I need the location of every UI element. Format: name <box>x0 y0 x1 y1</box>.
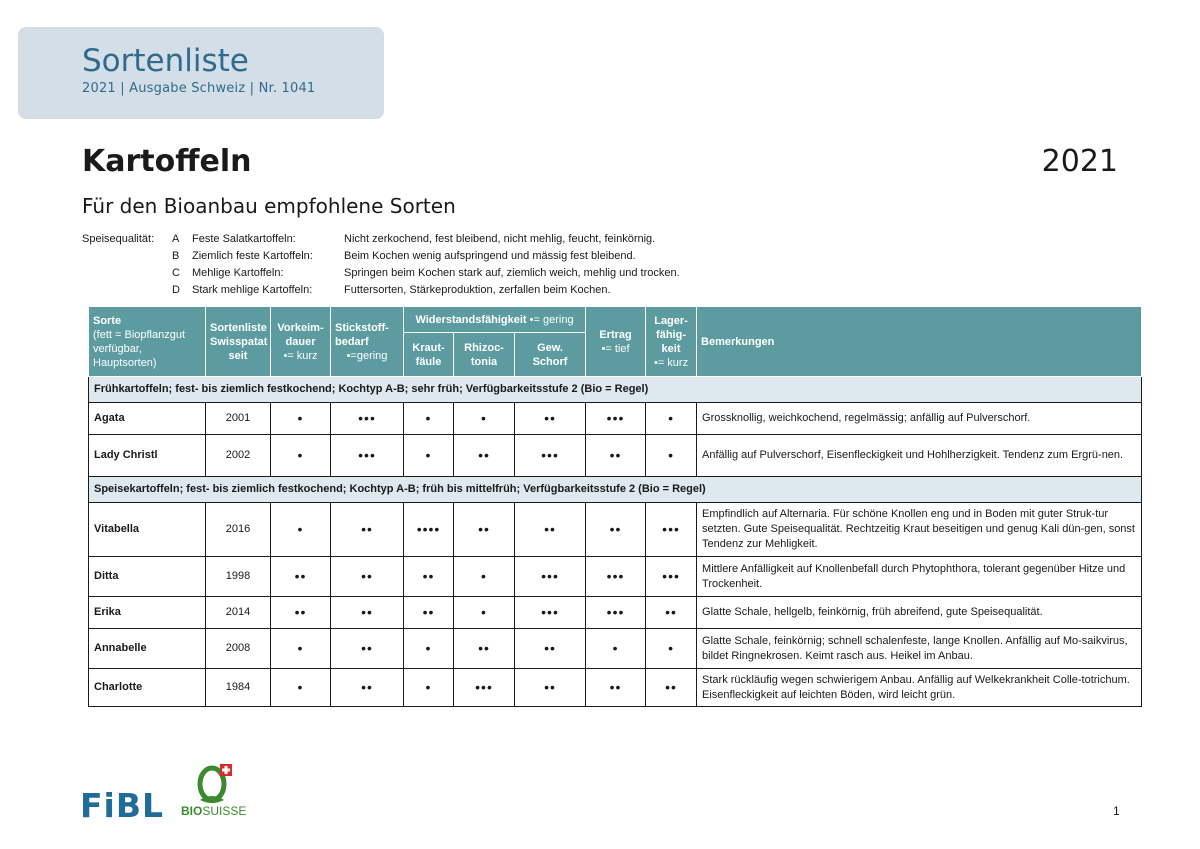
cell-seit: 1998 <box>206 557 271 597</box>
cell-lager: • <box>646 435 697 477</box>
legend-type: Ziemlich feste Kartoffeln: <box>192 250 313 262</box>
table-row <box>89 557 1142 597</box>
cell-rhizo: •• <box>454 435 515 477</box>
legend-desc: Springen beim Kochen stark auf, ziemlich weich, mehlig und trocken. <box>344 267 680 279</box>
legend-label: Speisequalität: <box>82 233 155 245</box>
cell-rhizo: • <box>454 403 515 435</box>
cell-kraut: • <box>404 669 454 707</box>
variety-name: Vitabella <box>89 503 206 557</box>
cell-vorkeim: • <box>271 403 331 435</box>
header-lager: Lager-fähig-keit •= kurz <box>646 307 697 377</box>
header-ertrag: Ertrag •= tief <box>586 307 646 377</box>
cell-kraut: •••• <box>404 503 454 557</box>
cell-schorf: •• <box>515 503 586 557</box>
cell-vorkeim: •• <box>271 557 331 597</box>
fibl-logo: FiBL <box>80 786 165 825</box>
section-row <box>89 377 1142 403</box>
cell-seit: 2016 <box>206 503 271 557</box>
cell-kraut: • <box>404 403 454 435</box>
legend-type: Mehlige Kartoffeln: <box>192 267 284 279</box>
cell-ertrag: ••• <box>586 597 646 629</box>
table-row <box>89 435 1142 477</box>
cell-vorkeim: •• <box>271 597 331 629</box>
cell-seit: 2014 <box>206 597 271 629</box>
cell-ertrag: •• <box>586 669 646 707</box>
cell-lager: ••• <box>646 503 697 557</box>
cell-stickstoff: •• <box>331 503 404 557</box>
variety-table <box>88 306 1142 707</box>
variety-name: Lady Christl <box>89 435 206 477</box>
legend-type: Stark mehlige Kartoffeln: <box>192 284 313 296</box>
cell-ertrag: •• <box>586 435 646 477</box>
cell-schorf: ••• <box>515 557 586 597</box>
header-title: Sortenliste <box>82 43 249 79</box>
cell-stickstoff: ••• <box>331 435 404 477</box>
cell-vorkeim: • <box>271 629 331 669</box>
table-row <box>89 629 1142 669</box>
cell-lager: • <box>646 403 697 435</box>
cell-stickstoff: •• <box>331 669 404 707</box>
cell-vorkeim: • <box>271 435 331 477</box>
section-title: Frühkartoffeln; fest- bis ziemlich festkochend; Kochtyp A-B; sehr früh; Verfügbarkeitsstufe 2 (Bio = Regel) <box>89 377 1142 403</box>
cell-kraut: •• <box>404 557 454 597</box>
cell-schorf: •• <box>515 669 586 707</box>
section-title: Speisekartoffeln; fest- bis ziemlich festkochend; Kochtyp A-B; früh bis mittelfrüh; Verfügbarkeitsstufe 2 (Bio = Regel) <box>89 477 1142 503</box>
table-row <box>89 597 1142 629</box>
cell-stickstoff: ••• <box>331 403 404 435</box>
header-krautfaeule: Kraut-fäule <box>404 333 454 377</box>
cell-bemerkung: Stark rückläufig wegen schwierigem Anbau. Anfällig auf Welkekrankheit Colle-totrichum. Eisenfleckigkeit auf leichten Böden, wird leicht grün. <box>697 669 1142 707</box>
header-stickstoff: Stickstoff-bedarf •=gering <box>331 307 404 377</box>
cell-ertrag: •• <box>586 503 646 557</box>
biosuisse-logo-text: BIOSUISSE <box>181 804 247 818</box>
page-subtitle: Für den Bioanbau empfohlene Sorten <box>82 194 456 218</box>
legend-row <box>82 282 680 299</box>
header-bemerkungen: Bemerkungen <box>697 307 1142 377</box>
year-label: 2021 <box>1041 144 1118 179</box>
legend-row <box>82 248 680 265</box>
cell-bemerkung: Mittlere Anfälligkeit auf Knollenbefall durch Phytophthora, tolerant gegenüber Hitze und Trockenheit. <box>697 557 1142 597</box>
section-row <box>89 477 1142 503</box>
legend-letter: D <box>172 284 180 296</box>
cell-vorkeim: • <box>271 503 331 557</box>
cell-bemerkung: Glatte Schale, hellgelb, feinkörnig, früh abreifend, gute Speisequalität. <box>697 597 1142 629</box>
table-row <box>89 669 1142 707</box>
variety-name: Erika <box>89 597 206 629</box>
cell-stickstoff: •• <box>331 629 404 669</box>
cell-kraut: •• <box>404 597 454 629</box>
header-vorkeim: Vorkeim-dauer •= kurz <box>271 307 331 377</box>
cell-seit: 2002 <box>206 435 271 477</box>
variety-name: Charlotte <box>89 669 206 707</box>
cell-vorkeim: • <box>271 669 331 707</box>
cell-kraut: • <box>404 435 454 477</box>
cell-lager: • <box>646 629 697 669</box>
header-subtitle: 2021 | Ausgabe Schweiz | Nr. 1041 <box>82 81 316 96</box>
legend-desc: Nicht zerkochend, fest bleibend, nicht mehlig, feucht, feinkörnig. <box>344 233 656 245</box>
cell-lager: •• <box>646 669 697 707</box>
header-rhizoctonia: Rhizoc-tonia <box>454 333 515 377</box>
cell-stickstoff: •• <box>331 597 404 629</box>
cell-lager: •• <box>646 597 697 629</box>
variety-name: Annabelle <box>89 629 206 669</box>
legend-type: Feste Salatkartoffeln: <box>192 233 296 245</box>
cell-rhizo: •• <box>454 629 515 669</box>
table-row <box>89 403 1142 435</box>
cell-seit: 2001 <box>206 403 271 435</box>
cell-stickstoff: •• <box>331 557 404 597</box>
cell-seit: 2008 <box>206 629 271 669</box>
legend-letter: C <box>172 267 180 279</box>
variety-name: Agata <box>89 403 206 435</box>
cell-seit: 1984 <box>206 669 271 707</box>
legend-letter: A <box>172 233 180 245</box>
header-sorte: Sorte (fett = Biopflanzgut verfügbar, Hauptsorten) <box>89 307 206 377</box>
cell-schorf: ••• <box>515 597 586 629</box>
legend-row <box>82 265 680 282</box>
cell-schorf: •• <box>515 629 586 669</box>
legend-letter: B <box>172 250 180 262</box>
page-number: 1 <box>1113 804 1120 818</box>
quality-legend <box>82 231 680 299</box>
header-box <box>18 27 384 119</box>
cell-rhizo: ••• <box>454 669 515 707</box>
cell-ertrag: ••• <box>586 557 646 597</box>
page-title: Kartoffeln <box>82 144 252 179</box>
cell-rhizo: • <box>454 597 515 629</box>
cell-kraut: • <box>404 629 454 669</box>
header-widerstand: Widerstandsfähigkeit •= gering <box>404 307 586 333</box>
cell-ertrag: ••• <box>586 403 646 435</box>
legend-row <box>82 231 680 248</box>
variety-name: Ditta <box>89 557 206 597</box>
cell-bemerkung: Anfällig auf Pulverschorf, Eisenfleckigkeit und Hohlherzigkeit. Tendenz zum Ergrü-nen. <box>697 435 1142 477</box>
cell-rhizo: •• <box>454 503 515 557</box>
header-schorf: Gew. Schorf <box>515 333 586 377</box>
cell-lager: ••• <box>646 557 697 597</box>
table-row <box>89 503 1142 557</box>
cell-bemerkung: Glatte Schale, feinkörnig; schnell schalenfeste, lange Knollen. Anfällig auf Mo-saikvirus, bildet Ringnekrosen. Keimt rasch aus. Heikel im Anbau. <box>697 629 1142 669</box>
cell-schorf: ••• <box>515 435 586 477</box>
cell-schorf: •• <box>515 403 586 435</box>
legend-desc: Futtersorten, Stärkeproduktion, zerfallen beim Kochen. <box>344 284 611 296</box>
cell-bemerkung: Grossknollig, weichkochend, regelmässig; anfällig auf Pulverschorf. <box>697 403 1142 435</box>
cell-ertrag: • <box>586 629 646 669</box>
cell-rhizo: • <box>454 557 515 597</box>
header-sortenliste: Sortenliste Swisspatat seit <box>206 307 271 377</box>
legend-desc: Beim Kochen wenig aufspringend und mässig fest bleibend. <box>344 250 636 262</box>
cell-bemerkung: Empfindlich auf Alternaria. Für schöne Knollen eng und in Boden mit guter Struk-tur setzten. Gute Speisequalität. Rechtzeitig Kraut beseitigen und genug Kali dün-gen, sonst Tendenz zur Mehligkeit. <box>697 503 1142 557</box>
